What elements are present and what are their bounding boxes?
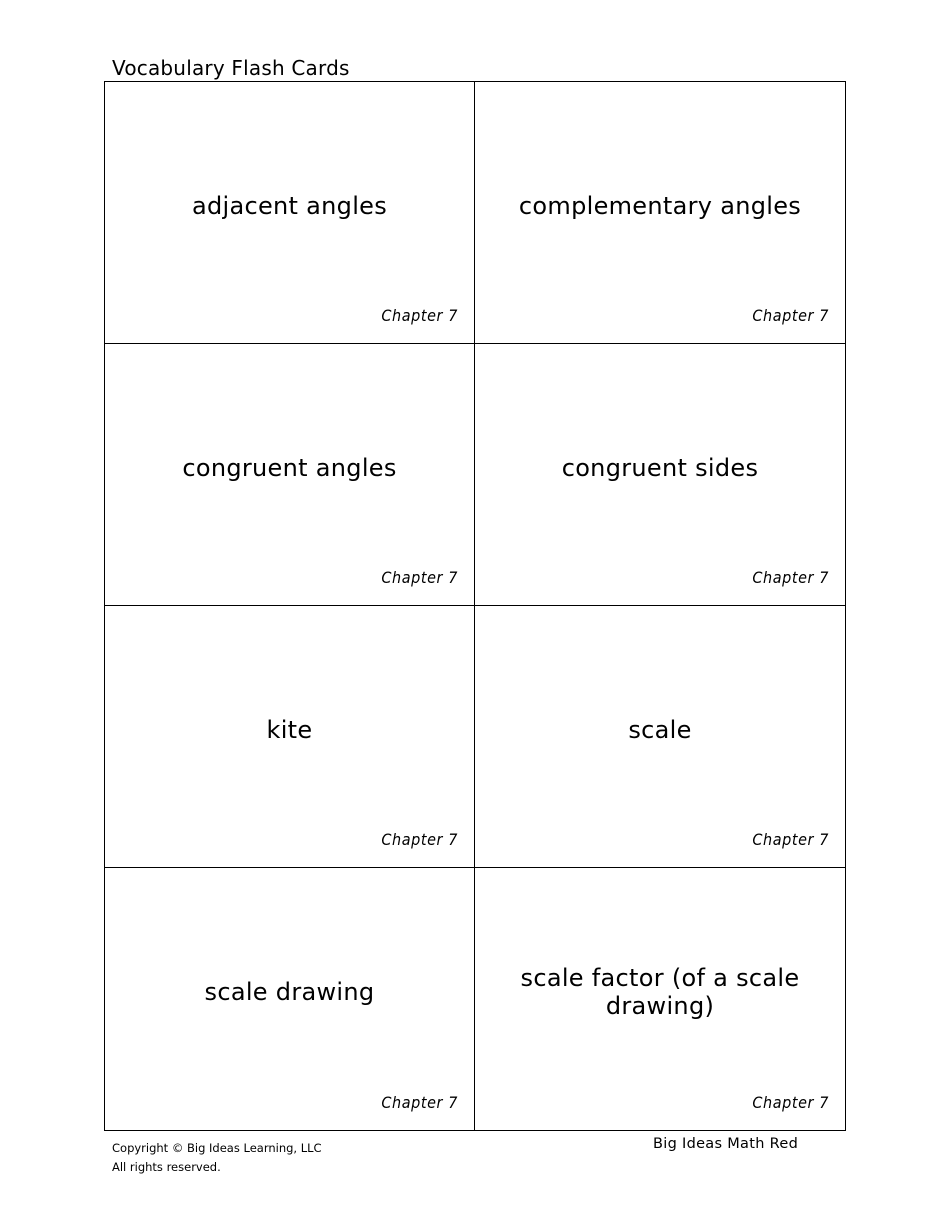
card-term: kite — [266, 716, 313, 744]
card-term: scale — [628, 716, 692, 744]
card-term: complementary angles — [518, 192, 802, 220]
page-title: Vocabulary Flash Cards — [112, 56, 350, 80]
rights-line: All rights reserved. — [112, 1160, 221, 1174]
card-term: congruent angles — [182, 454, 397, 482]
card-chapter: Chapter 7 — [752, 830, 829, 849]
card-term: scale factor (of a scale drawing) — [520, 964, 800, 1020]
flash-card-grid — [104, 81, 846, 1131]
flash-card-scale-factor — [475, 868, 845, 1130]
card-chapter: Chapter 7 — [752, 1093, 829, 1112]
card-term: congruent sides — [561, 454, 759, 482]
flash-card-adjacent-angles — [105, 82, 475, 344]
card-term: scale drawing — [204, 978, 375, 1006]
card-chapter: Chapter 7 — [381, 830, 458, 849]
flash-card-congruent-sides — [475, 344, 845, 606]
flash-card-scale-drawing — [105, 868, 475, 1130]
card-chapter: Chapter 7 — [752, 568, 829, 587]
card-chapter: Chapter 7 — [381, 568, 458, 587]
card-term: adjacent angles — [191, 192, 388, 220]
card-chapter: Chapter 7 — [381, 1093, 458, 1112]
card-chapter: Chapter 7 — [381, 306, 458, 325]
copyright-notice — [112, 1139, 322, 1177]
brand-name: Big Ideas Math Red — [653, 1136, 799, 1152]
flash-card-congruent-angles — [105, 344, 475, 606]
flash-card-kite — [105, 606, 475, 868]
flash-card-complementary-angles — [475, 82, 845, 344]
card-chapter: Chapter 7 — [752, 306, 829, 325]
flash-card-scale — [475, 606, 845, 868]
copyright-line: Copyright © Big Ideas Learning, LLC — [112, 1141, 322, 1155]
